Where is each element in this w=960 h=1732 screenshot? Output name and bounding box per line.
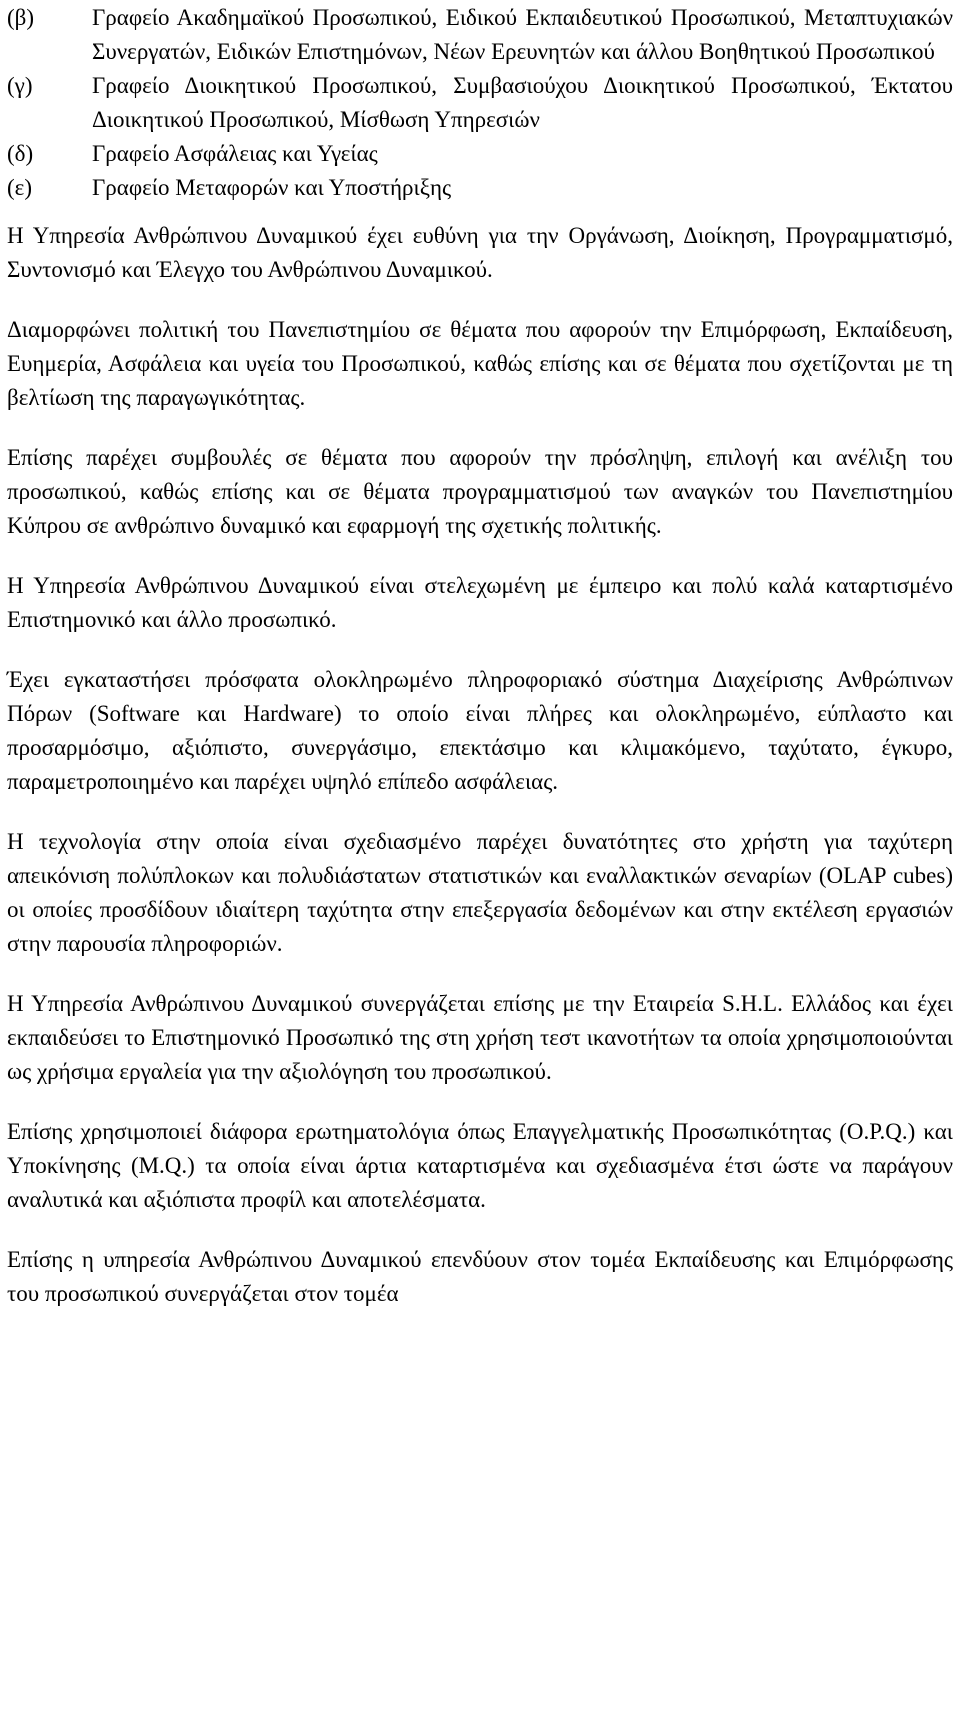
list-item-text: Γραφείο Μεταφορών και Υποστήριξης	[92, 175, 452, 200]
paragraph-hr-system: Έχει εγκαταστήσει πρόσφατα ολοκληρωμένο πληροφοριακό σύστημα Διαχείρισης Ανθρώπινων Πόρων (Software και Hardware) το οποίο είναι πλήρες και ολοκληρωμένο, εύπλαστο και προσαρμόσιμο, αξιόπιστο, συνεργάσιμο, επεκτάσιμο και κλιμακόμενο, ταχύτατο, έγκυρο, παραμετροποιημένο και παρέχει υψηλό επίπεδο ασφάλειας.	[7, 667, 953, 794]
list-marker: (γ)	[7, 73, 33, 98]
paragraph-policy: Διαμορφώνει πολιτική του Πανεπιστημίου σε θέματα που αφορούν την Επιμόρφωση, Εκπαίδευση, Ευημερία, Ασφάλεια και υγεία του Προσωπικού, καθώς επίσης και σε θέματα που σχετίζονται με τη βελτίωση της παραγωγικότητας.	[7, 317, 953, 410]
list-item-text: Γραφείο Διοικητικού Προσωπικού, Συμβασιούχου Διοικητικού Προσωπικού, Έκτατου Διοικητικού Προσωπικού, Μίσθωση Υπηρεσιών	[92, 73, 953, 132]
document-page	[7, 0, 953, 1311]
list-marker: (δ)	[7, 141, 34, 166]
list-item-text: Γραφείο Ακαδημαϊκού Προσωπικού, Ειδικού Εκπαιδευτικού Προσωπικού, Μεταπτυχιακών Συνεργατών, Ειδικών Επιστημόνων, Νέων Ερευνητών και άλλου Βοηθητικού Προσωπικού	[92, 5, 953, 64]
office-list	[7, 1, 953, 205]
paragraph-advice: Επίσης παρέχει συμβουλές σε θέματα που αφορούν την πρόσληψη, επιλογή και ανέλιξη του προσωπικού, καθώς επίσης και σε θέματα προγραμματισμού των αναγκών του Πανεπιστημίου Κύπρου σε ανθρώπινο δυναμικό και εφαρμογή της σχετικής πολιτικής.	[7, 445, 953, 538]
list-item	[7, 1, 953, 69]
paragraph-shl-cooperation: Η Υπηρεσία Ανθρώπινου Δυναμικού συνεργάζεται επίσης με την Εταιρεία S.H.L. Ελλάδος και έχει εκπαιδεύσει το Επιστημονικό Προσωπικό της στη χρήση τεστ ικανοτήτων τα οποία χρησιμοποιούνται ως χρήσιμα εργαλεία για την αξιολόγηση του προσωπικού.	[7, 991, 953, 1084]
list-item-text: Γραφείο Ασφάλειας και Υγείας	[92, 141, 378, 166]
list-marker: (ε)	[7, 175, 32, 200]
list-item	[7, 69, 953, 137]
paragraph-training: Επίσης η υπηρεσία Ανθρώπινου Δυναμικού επενδύουν στον τομέα Εκπαίδευσης και Επιμόρφωσης του προσωπικού συνεργάζεται στον τομέα	[7, 1247, 953, 1306]
list-marker: (β)	[7, 5, 35, 30]
list-item	[7, 137, 953, 171]
paragraph-responsibility: Η Υπηρεσία Ανθρώπινου Δυναμικού έχει ευθύνη για την Οργάνωση, Διοίκηση, Προγραμματισμό, Συντονισμό και Έλεγχο του Ανθρώπινου Δυναμικού.	[7, 223, 953, 282]
paragraph-questionnaires: Επίσης χρησιμοποιεί διάφορα ερωτηματολόγια όπως Επαγγελματικής Προσωπικότητας (O.P.Q.) και Υποκίνησης (M.Q.) τα οποία είναι άρτια καταρτισμένα και σχεδιασμένα έτσι ώστε να παράγουν αναλυτικά και αξιόπιστα προφίλ και αποτελέσματα.	[7, 1119, 953, 1212]
list-item	[7, 171, 953, 205]
paragraph-technology: Η τεχνολογία στην οποία είναι σχεδιασμένο παρέχει δυνατότητες στο χρήστη για ταχύτερη απεικόνιση πολύπλοκων και πολυδιάστατων στατιστικών και εναλλακτικών σεναρίων (OLAP cubes) οι οποίες προσδίδουν ιδιαίτερη ταχύτητα στην επεξεργασία δεδομένων και στην εκτέλεση εργασιών στην παρουσία πληροφοριών.	[7, 829, 953, 956]
paragraph-staffing: Η Υπηρεσία Ανθρώπινου Δυναμικού είναι στελεχωμένη με έμπειρο και πολύ καλά καταρτισμένο Επιστημονικό και άλλο προσωπικό.	[7, 573, 953, 632]
